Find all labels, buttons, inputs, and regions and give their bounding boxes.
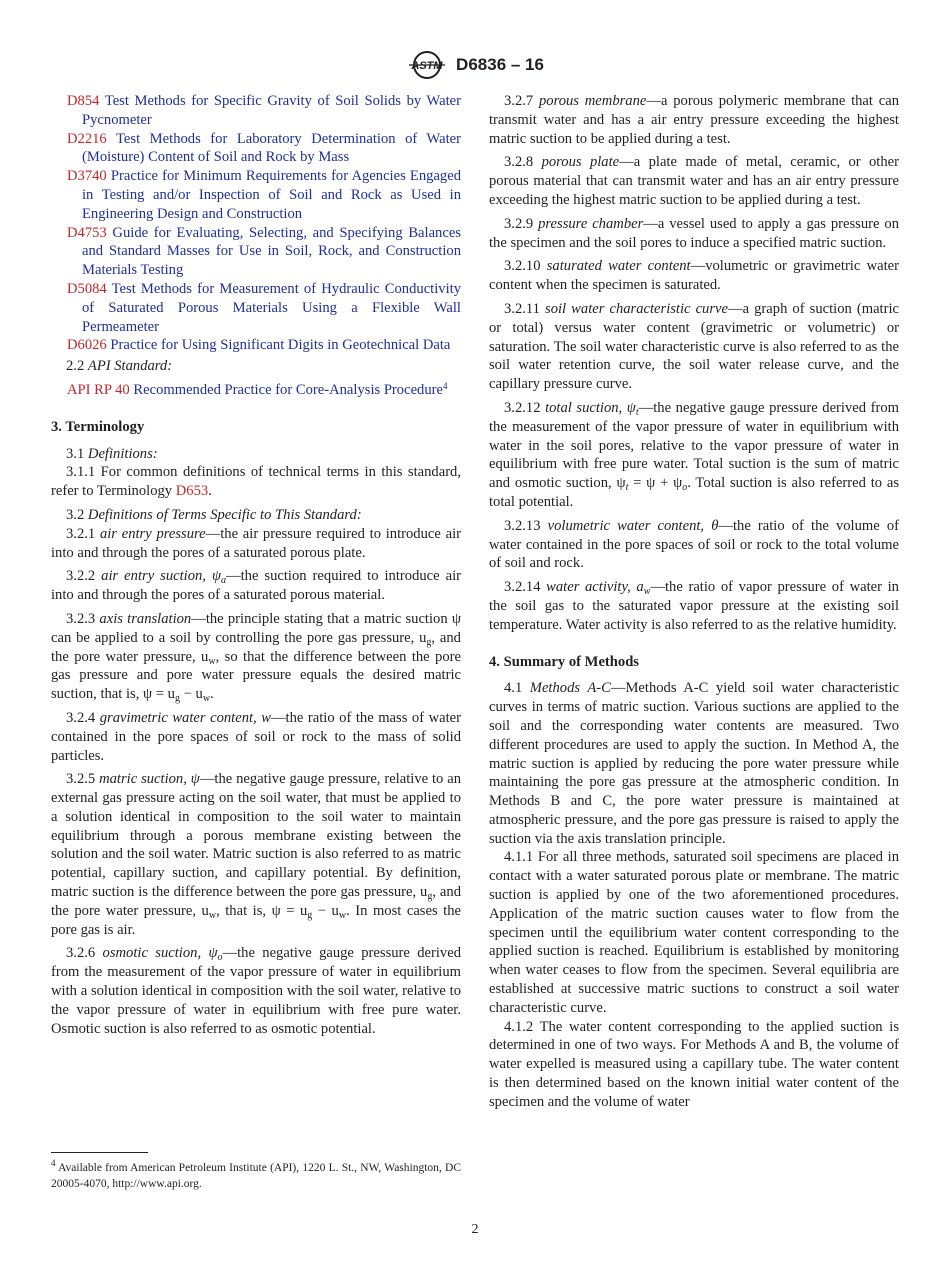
footnote-mark: 4 bbox=[442, 380, 448, 391]
definition: 3.2.6 osmotic suction, $\psi_o—the$ negative gauge pressure derived from the measurement of the vapor pressure of water in equilibrium with a solution identical in composition with the soil water, relative to the vapor pressure of water in equilibrium with free pure water. Osmotic suction is also referred to as osmotic potential. bbox=[51, 945, 461, 1037]
reference-item[interactable] bbox=[51, 224, 461, 280]
reference-item[interactable] bbox=[51, 280, 461, 336]
definition: 3.2.5 matric suction, ψ—the negative gauge pressure, relative to an external gas pressure acting on the soil water, that must be applied to a solution identical in composition to the soil water to maintain equilibrium through a porous membrane existing between the solution and the soil water. Matric suction is also referred to as matric potential, capillary suction, and capillary potential. By definition, matric suction is the difference between the pore gas pressure, $u_g$, and the pore water pressure, $u_w$, that is, $\psi = u_g - u_w$. In most cases the pore gas is air. bbox=[51, 771, 461, 938]
reference-item[interactable] bbox=[51, 92, 461, 130]
definition: 3.2.2 air entry suction, $\psi_a—the$ suction required to introduce air into and through the pores of a saturated porous material. bbox=[51, 568, 461, 604]
document-number: D6836 – 16 bbox=[456, 55, 544, 74]
paragraph: 4.1.2 The water content corresponding to the applied suction is determined in one of two ways. For Methods A and B, the volume of water expelled is measured using a capillary tube. The water content is then determined based on the known initial water content of the specimen and the volume of water bbox=[489, 1018, 899, 1110]
definition: 3.2.8 porous plate—a plate made of metal, ceramic, or other porous material that can transmit water and has an air entry pressure exceeding the highest matric suction to be applied during a test. bbox=[489, 154, 899, 208]
footnote bbox=[51, 1160, 461, 1192]
definition: 3.2.1 air entry pressure—the air pressure required to introduce air into and through the pores of a saturated porous plate. bbox=[51, 525, 461, 561]
paragraph: 4.1.1 For all three methods, saturated soil specimens are placed in contact with a water saturated porous plate or membrane. The matric suction is applied by one of the two aforementioned procedures. Application of the matric suction causes water to flow from the specimen until the equilibrium water content corresponding to the applied suction is reached. Equilibrium is established by monitoring when water ceases to flow from the specimen. Several equilibria are established at successive matric suctions to construct a soil water characteristic curve. bbox=[489, 849, 899, 1016]
page-header bbox=[0, 50, 950, 84]
reference-item[interactable] bbox=[51, 336, 461, 355]
definition: 3.2.10 saturated water content—volumetric or gravimetric water content when the specimen is saturated. bbox=[489, 258, 899, 294]
definition: 3.2.4 gravimetric water content, w—the ratio of the mass of water contained in the pore spaces of soil or rock to the mass of solid particles. bbox=[51, 709, 461, 764]
footnote-text: Available from American Petroleum Institute (API), 1220 L. St., NW, Washington, DC 20005-4070, http://www.api.org. bbox=[51, 1162, 461, 1190]
reference-code[interactable]: D4753 bbox=[67, 224, 107, 241]
footnote-mark: 4 bbox=[51, 1158, 56, 1168]
definition: 3.2.13 volumetric water content, θ—the ratio of the volume of water contained in the pore spaces of soil or rock to the total volume of soil and rock. bbox=[489, 517, 900, 572]
reference-code[interactable]: D6026 bbox=[67, 337, 107, 354]
api-reference[interactable] bbox=[51, 381, 461, 400]
reference-title[interactable]: Practice for Minimum Requirements for Agencies Engaged in Testing and/or Inspection of Soil and Rock as Used in Engineering Design and Construction bbox=[82, 168, 461, 222]
reference-code[interactable]: D5084 bbox=[67, 280, 107, 297]
reference-item[interactable] bbox=[51, 167, 461, 223]
definition: 3.2.14 water activity, $a_w—the$ ratio of vapor pressure of water in the soil gas to the saturated vapor pressure at the existing soil temperature. Water activity is also referred to as the relative humidity. bbox=[489, 579, 899, 633]
definition: 3.2.12 total suction, $\psi_t—the$ negative gauge pressure derived from the measurement of the vapor pressure of water in equilibrium with water in the soil pores, relative to the vapor pressure of water in equilibrium with free pure water. Total suction is the sum of matric and osmotic suction, $\psi_t = \psi + \psi_o$. Total suction is also referred to as total potential. bbox=[489, 399, 900, 510]
section-heading-summary: 4. Summary of Methods bbox=[489, 653, 639, 670]
terminology-link[interactable]: D653 bbox=[175, 483, 209, 500]
reference-item[interactable] bbox=[51, 130, 461, 168]
page-number: 2 bbox=[471, 1222, 479, 1237]
definition: 3.2.9 pressure chamber—a vessel used to apply a gas pressure on the specimen and the soil pores to induce a specified matric suction. bbox=[489, 215, 899, 251]
left-column bbox=[51, 92, 461, 1043]
reference-title[interactable]: Test Methods for Laboratory Determination of Water (Moisture) Content of Soil and Rock by Mass bbox=[82, 130, 461, 166]
footnote-divider bbox=[51, 1152, 148, 1153]
paragraph: 4.1 Methods A-C—Methods A-C yield soil water characteristic curves in terms of matric suction. Various suctions are applied to the soil and the corresponding water contents are measured. Two different procedures are used to apply the suction. In Method A, the matric suction is applied by reducing the pore water pressure while maintaining the pore gas pressure at the atmospheric condition. In Methods B and C, the pore water pressure is maintained at atmospheric pressure, and the pore gas pressure is raised to apply the suction via the axis translation principle. bbox=[489, 680, 899, 847]
definition: 3.2.7 porous membrane—a porous polymeric membrane that can transmit water and has a air entry pressure exceeding the highest matric suction to be applied during a test. bbox=[489, 93, 900, 147]
subsection-heading: 3.1 Definitions: bbox=[66, 445, 158, 462]
reference-code[interactable]: D3740 bbox=[67, 168, 107, 185]
reference-title[interactable]: Guide for Evaluating, Selecting, and Specifying Balances and Standard Masses for Use in Soil, Rock, and Construction Materials Testing bbox=[82, 224, 461, 279]
reference-title[interactable]: Recommended Practice for Core-Analysis Procedure bbox=[133, 381, 443, 398]
reference-title[interactable]: Practice for Using Significant Digits in Geotechnical Data bbox=[110, 337, 451, 354]
reference-code[interactable]: D2216 bbox=[67, 130, 107, 147]
reference-title[interactable]: Test Methods for Measurement of Hydraulic Conductivity of Saturated Porous Materials Using a Flexible Wall Permeameter bbox=[82, 280, 461, 335]
astm-logo-icon bbox=[406, 50, 448, 80]
reference-code[interactable]: D854 bbox=[67, 93, 100, 109]
right-column bbox=[489, 92, 899, 1112]
definition: 3.2.11 soil water characteristic curve—a graph of suction (matric or total) versus water content (gravimetric or volumetric) or saturation. The soil water characteristic curve is also referred to as the soil water retention curve, the soil water release curve, and the capillary pressure curve. bbox=[489, 300, 899, 393]
subsection-heading: 3.2 Definitions of Terms Specific to This Standard: bbox=[66, 506, 362, 523]
section-heading-terminology: 3. Terminology bbox=[51, 418, 145, 435]
definition: 3.2.3 axis translation—the principle stating that a matric suction ψ can be applied to a soil by controlling the pore gas pressure, $u_g$, and the pore water pressure, $u_w$, so that the difference between the pore gas pressure and pore water pressure equals the desired matric suction, that is, $\psi = u_g - u_w$. bbox=[51, 610, 461, 705]
paragraph: 3.1.1 For common definitions of technical terms in this standard, refer to Terminology D653. bbox=[51, 464, 461, 500]
svg-text:ASTM: ASTM bbox=[411, 60, 443, 72]
api-heading: 2.2 API Standard: bbox=[66, 358, 173, 375]
reference-title[interactable]: Test Methods for Specific Gravity of Soil Solids by Water Pycnometer bbox=[82, 93, 462, 128]
reference-code[interactable]: API RP 40 bbox=[67, 381, 130, 398]
reference-list bbox=[51, 92, 461, 355]
